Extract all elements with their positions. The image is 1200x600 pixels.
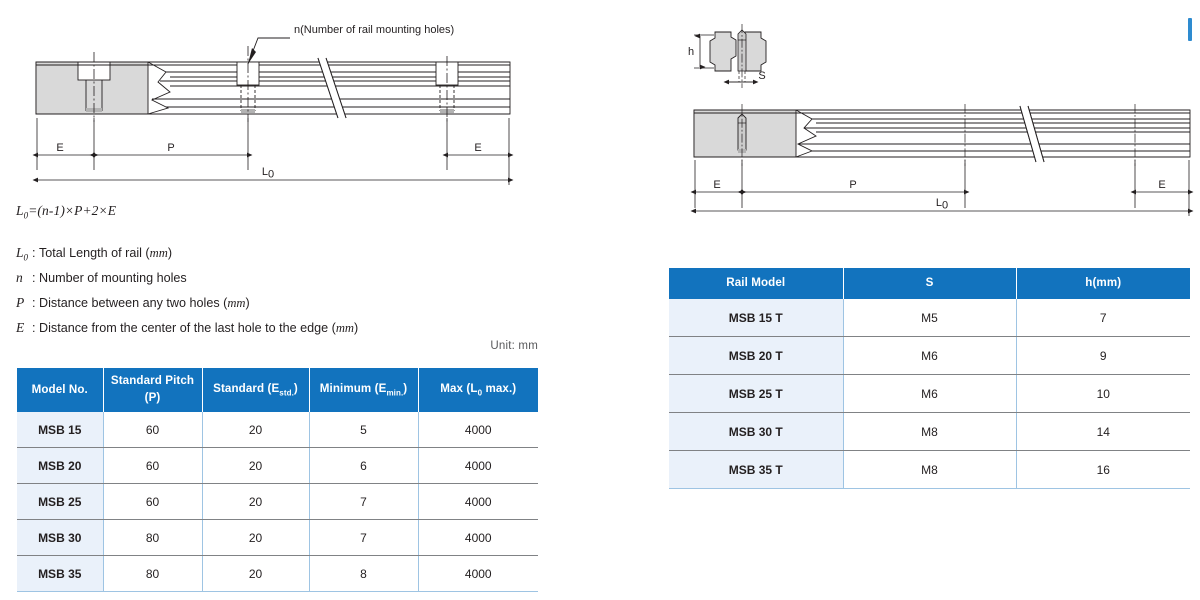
cell-standard-e: 20 [202,448,309,484]
table-row [17,448,538,484]
symbol-legend [16,245,536,345]
cell-h: 16 [1016,451,1190,489]
formula-body: =(n-1)×P+2×E [28,203,117,218]
cell-pitch: 60 [103,448,202,484]
dim-label-l0-sub-right-diagram: 0 [942,199,949,212]
cell-standard-e: 20 [202,484,309,520]
cell-max-l0: 4000 [418,484,538,520]
dim-label-p: P [167,142,175,154]
table-header-row [669,268,1190,299]
cell-model: MSB 25 [17,484,103,520]
legend-item-p: P : Distance between any two holes (mm) [16,295,250,310]
rail-spec-table [17,368,538,592]
col-header-max-l0: Max ($L_0$ max.) [418,368,538,412]
rail-cross-section-diagram [680,10,1200,225]
cell-pitch: 80 [103,556,202,592]
col-header-rail-model: Rail Model [669,268,843,299]
legend-symbol: E [16,320,25,335]
col-header-standard-pitch: Standard Pitch (P) [103,368,202,412]
unit-note: Unit: mm [490,340,538,352]
col-header-model-no: Model No. [17,368,103,412]
table-row [669,451,1190,489]
cell-minimum-e: 8 [309,556,418,592]
page-edge-marker [1188,18,1192,41]
cell-s: M6 [843,337,1016,375]
cell-max-l0: 4000 [418,412,538,448]
dim-label-p-right-diagram: P [849,179,857,191]
table-row [17,556,538,592]
cell-pitch: 60 [103,412,202,448]
legend-unit: mm [335,321,355,335]
dim-label-h: h [687,46,695,58]
legend-text: Distance between any two holes ( [39,296,228,310]
cell-pitch: 60 [103,484,202,520]
rail-model-thread-table [669,268,1190,489]
col-header-standard-e: Standard $(E_{std.})$ [202,368,309,412]
cell-minimum-e: 6 [309,448,418,484]
cell-model: MSB 35 [17,556,103,592]
cell-model: MSB 30 [17,520,103,556]
cell-max-l0: 4000 [418,448,538,484]
dim-label-e-left: E [56,142,64,154]
legend-item-l0: $L_0$ : Total Length of rail (mm) [16,245,173,263]
legend-symbol: P [16,295,25,310]
cell-minimum-e: 7 [309,520,418,556]
table-row [17,412,538,448]
table-row [669,299,1190,337]
cell-minimum-e: 5 [309,412,418,448]
cell-max-l0: 4000 [418,520,538,556]
svg-text:L0 [936,197,948,212]
cell-pitch: 80 [103,520,202,556]
right-panel [600,0,1200,600]
legend-item-e: E : Distance from the center of the last hole to the edge (mm) [16,320,359,335]
legend-symbol: n [16,270,23,285]
rail-length-formula [16,203,116,221]
cell-model: MSB 20 [17,448,103,484]
dim-label-e-right: E [474,142,482,154]
cell-minimum-e: 7 [309,484,418,520]
dim-label-l0-right-diagram: L [935,197,942,209]
legend-text: Total Length of rail ( [39,246,150,260]
table-row [17,520,538,556]
dim-label-e-left-right-diagram: E [713,179,721,191]
cell-standard-e: 20 [202,412,309,448]
cell-rail-model: MSB 25 T [669,375,843,413]
rail-length-diagram [0,0,560,200]
legend-symbol: $L_0$ [16,245,29,263]
cell-rail-model: MSB 30 T [669,413,843,451]
legend-item-n: n : Number of mounting holes [16,270,187,285]
legend-tail: ) [354,321,359,335]
table-row [669,337,1190,375]
cell-standard-e: 20 [202,556,309,592]
legend-unit: mm [227,296,246,310]
dim-label-s: S [758,70,766,82]
cell-h: 14 [1016,413,1190,451]
cell-rail-model: MSB 20 T [669,337,843,375]
svg-text:L0 [262,166,274,181]
formula-lead: L [16,203,24,218]
dim-label-l0: L [261,166,268,178]
legend-text: Number of mounting holes [39,271,187,285]
cell-s: M6 [843,375,1016,413]
cell-s: M8 [843,413,1016,451]
legend-text: Distance from the center of the last hole to the edge ( [39,321,336,335]
dim-label-e-right-right-diagram: E [1158,179,1166,191]
cell-s: M8 [843,451,1016,489]
cell-model: MSB 15 [17,412,103,448]
table-row [669,413,1190,451]
cell-rail-model: MSB 35 T [669,451,843,489]
cell-s: M5 [843,299,1016,337]
table-row [17,484,538,520]
dim-label-l0-sub: 0 [268,168,275,181]
col-header-h-mm: h(mm) [1016,268,1190,299]
cell-rail-model: MSB 15 T [669,299,843,337]
table-header-row [17,368,538,412]
col-header-s: S [843,268,1016,299]
cell-h: 10 [1016,375,1190,413]
legend-tail: ) [245,296,250,310]
legend-unit: mm [149,246,168,260]
legend-tail: ) [167,246,173,260]
table-row [669,375,1190,413]
col-header-minimum-e: Minimum $(E_{min.})$ [309,368,418,412]
cell-standard-e: 20 [202,520,309,556]
cell-max-l0: 4000 [418,556,538,592]
cell-h: 7 [1016,299,1190,337]
rail-holes-callout-label: n(Number of rail mounting holes) [294,24,455,36]
cell-h: 9 [1016,337,1190,375]
formula-lead-sub: 0 [23,210,29,221]
